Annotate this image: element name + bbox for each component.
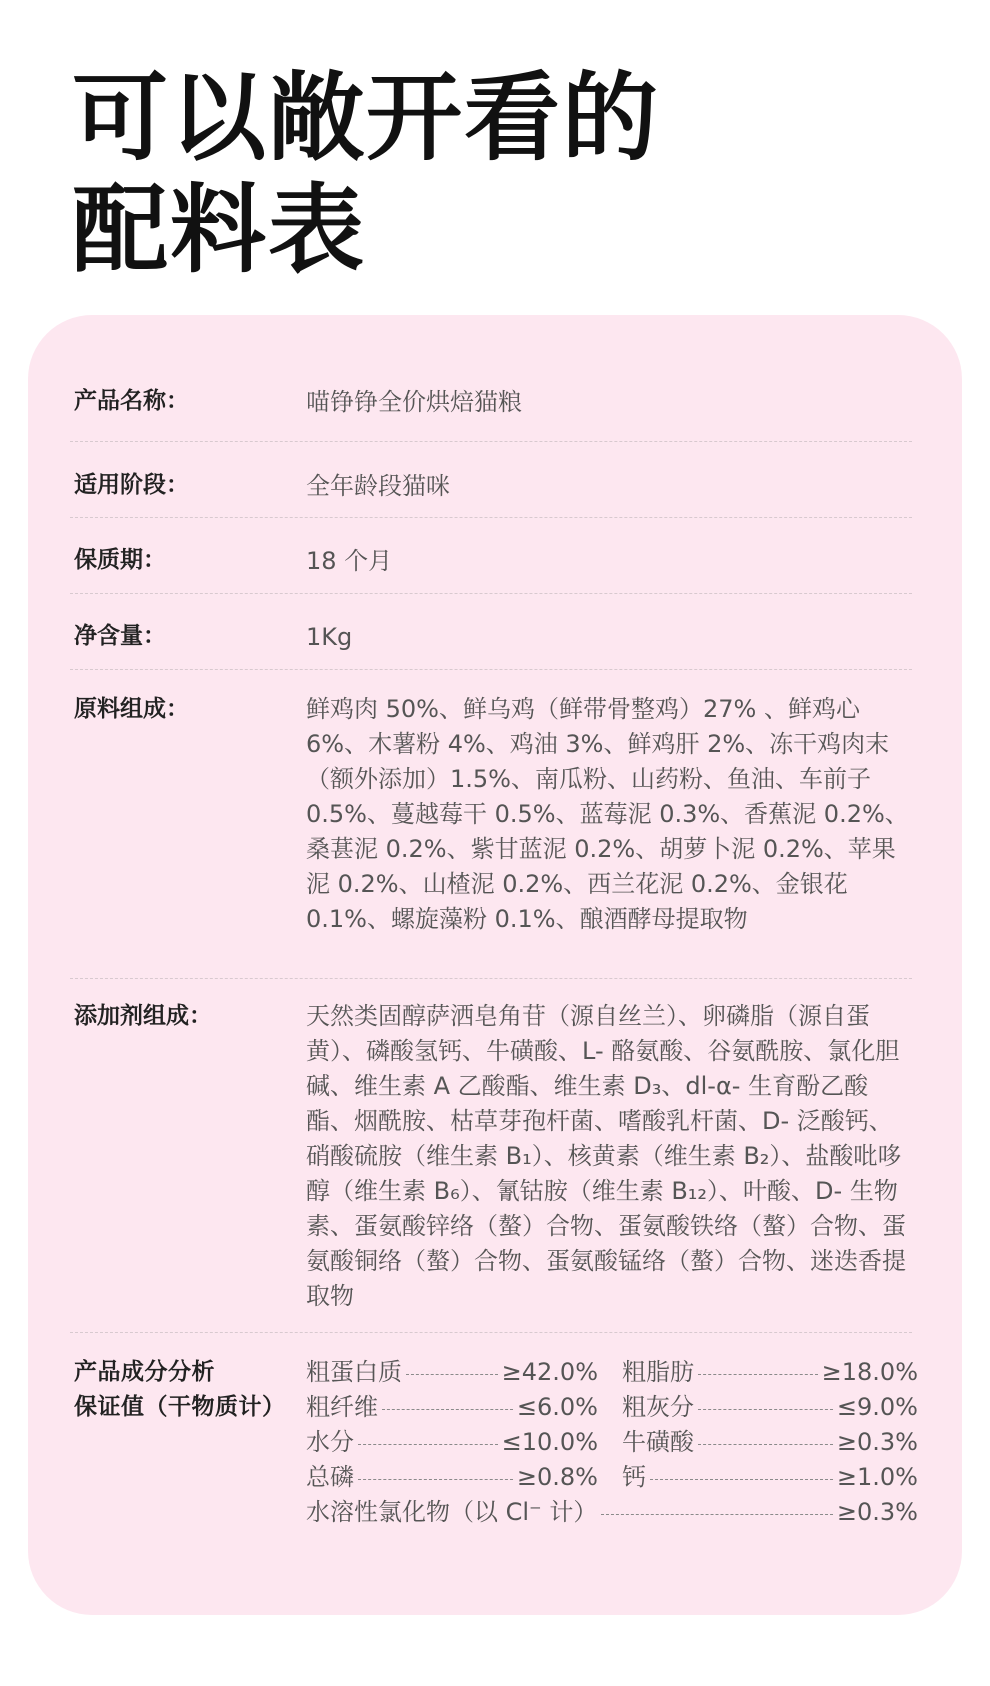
leader-dots	[698, 1374, 818, 1375]
analysis-label-line-1: 产品成分分析	[74, 1359, 215, 1385]
row-additives	[70, 979, 912, 1332]
analysis-item	[622, 1390, 918, 1425]
leader-dots	[698, 1409, 833, 1410]
row-label: 适用阶段：	[74, 472, 189, 498]
analysis-key: 水分	[306, 1428, 354, 1456]
analysis-item	[306, 1355, 598, 1390]
leader-dots	[698, 1444, 833, 1445]
analysis-key: 粗灰分	[622, 1393, 694, 1421]
analysis-key: 粗蛋白质	[306, 1358, 402, 1386]
row-value: 喵铮铮全价烘焙猫粮	[306, 388, 522, 416]
row-label: 净含量：	[74, 623, 166, 649]
analysis-value: ≥0.3%	[836, 1428, 918, 1456]
leader-dots	[382, 1409, 513, 1410]
analysis-key: 水溶性氯化物（以 Cl⁻ 计）	[306, 1498, 598, 1526]
analysis-item	[306, 1425, 598, 1460]
analysis-value: ≥18.0%	[821, 1358, 918, 1386]
analysis-item	[306, 1390, 598, 1425]
row-label: 保质期：	[74, 547, 166, 573]
row-value: 18 个月	[306, 547, 393, 575]
analysis-value: ≤6.0%	[516, 1393, 598, 1421]
row-shelf-life	[70, 518, 912, 593]
analysis-value: ≥0.8%	[516, 1463, 598, 1491]
analysis-item	[622, 1460, 918, 1495]
row-label: 原料组成：	[74, 696, 189, 722]
analysis-item	[622, 1425, 918, 1460]
row-label: 产品名称：	[74, 388, 189, 414]
title-line-2: 配料表	[72, 173, 366, 286]
leader-dots	[650, 1479, 833, 1480]
row-value: 天然类固醇萨洒皂角苷（源自丝兰）、卵磷脂（源自蛋黄）、磷酸氢钙、牛磺酸、L- 酪氨酸、谷氨酰胺、氯化胆碱、维生素 A 乙酸酯、维生素 D₃、dl-α- 生育酚乙酸酯、烟酰胺、枯草芽孢杆菌、嗜酸乳杆菌、D- 泛酸钙、硝酸硫胺（维生素 B₁）、核黄素（维生素 B₂）、盐酸吡哆醇（维生素 B₆）、氰钴胺（维生素 B₁₂）、叶酸、D- 生物素、蛋氨酸锌络（螯）合物、蛋氨酸铁络（螯）合物、蛋氨酸铜络（螯）合物、蛋氨酸锰络（螯）合物、迷迭香提取物	[306, 1002, 906, 1310]
analysis-value: ≥0.3%	[836, 1498, 918, 1526]
leader-dots	[601, 1514, 833, 1515]
analysis-value: ≤9.0%	[836, 1393, 918, 1421]
analysis-key: 粗脂肪	[622, 1358, 694, 1386]
analysis-key: 总磷	[306, 1463, 354, 1491]
analysis-item	[622, 1355, 918, 1390]
analysis-label-line-2: 保证值（干物质计）	[74, 1394, 286, 1420]
analysis-key: 钙	[622, 1463, 646, 1491]
row-label: 添加剂组成：	[74, 1003, 212, 1029]
spec-table	[70, 315, 918, 1530]
row-stage	[70, 442, 912, 517]
row-value: 鲜鸡肉 50%、鲜乌鸡（鲜带骨整鸡）27% 、鲜鸡心 6%、木薯粉 4%、鸡油 3%、鲜鸡肝 2%、冻干鸡肉末（额外添加）1.5%、南瓜粉、山药粉、鱼油、车前子 0.5%、蔓越莓干 0.5%、蓝莓泥 0.3%、香蕉泥 0.2%、桑葚泥 0.2%、紫甘蓝泥 0.2%、胡萝卜泥 0.2%、苹果泥 0.2%、山楂泥 0.2%、西兰花泥 0.2%、金银花 0.1%、螺旋藻粉 0.1%、酿酒酵母提取物	[306, 695, 909, 933]
analysis-value: ≥1.0%	[836, 1463, 918, 1491]
leader-dots	[358, 1479, 513, 1480]
ingredient-card	[28, 315, 962, 1615]
title-line-1: 可以敞开看的	[72, 61, 660, 174]
analysis-item-wide	[306, 1495, 918, 1530]
row-label	[70, 1355, 306, 1530]
row-raw-materials	[70, 670, 912, 978]
analysis-key: 牛磺酸	[622, 1428, 694, 1456]
row-value: 1Kg	[306, 623, 353, 651]
page-title	[72, 62, 660, 286]
row-analysis	[70, 1333, 918, 1530]
analysis-key: 粗纤维	[306, 1393, 378, 1421]
analysis-grid	[306, 1355, 918, 1530]
analysis-item	[306, 1460, 598, 1495]
row-product-name	[70, 315, 912, 441]
row-net-content	[70, 594, 912, 669]
leader-dots	[406, 1374, 498, 1375]
analysis-value: ≤10.0%	[501, 1428, 598, 1456]
analysis-value: ≥42.0%	[501, 1358, 598, 1386]
row-value: 全年龄段猫咪	[306, 472, 450, 500]
leader-dots	[358, 1444, 498, 1445]
